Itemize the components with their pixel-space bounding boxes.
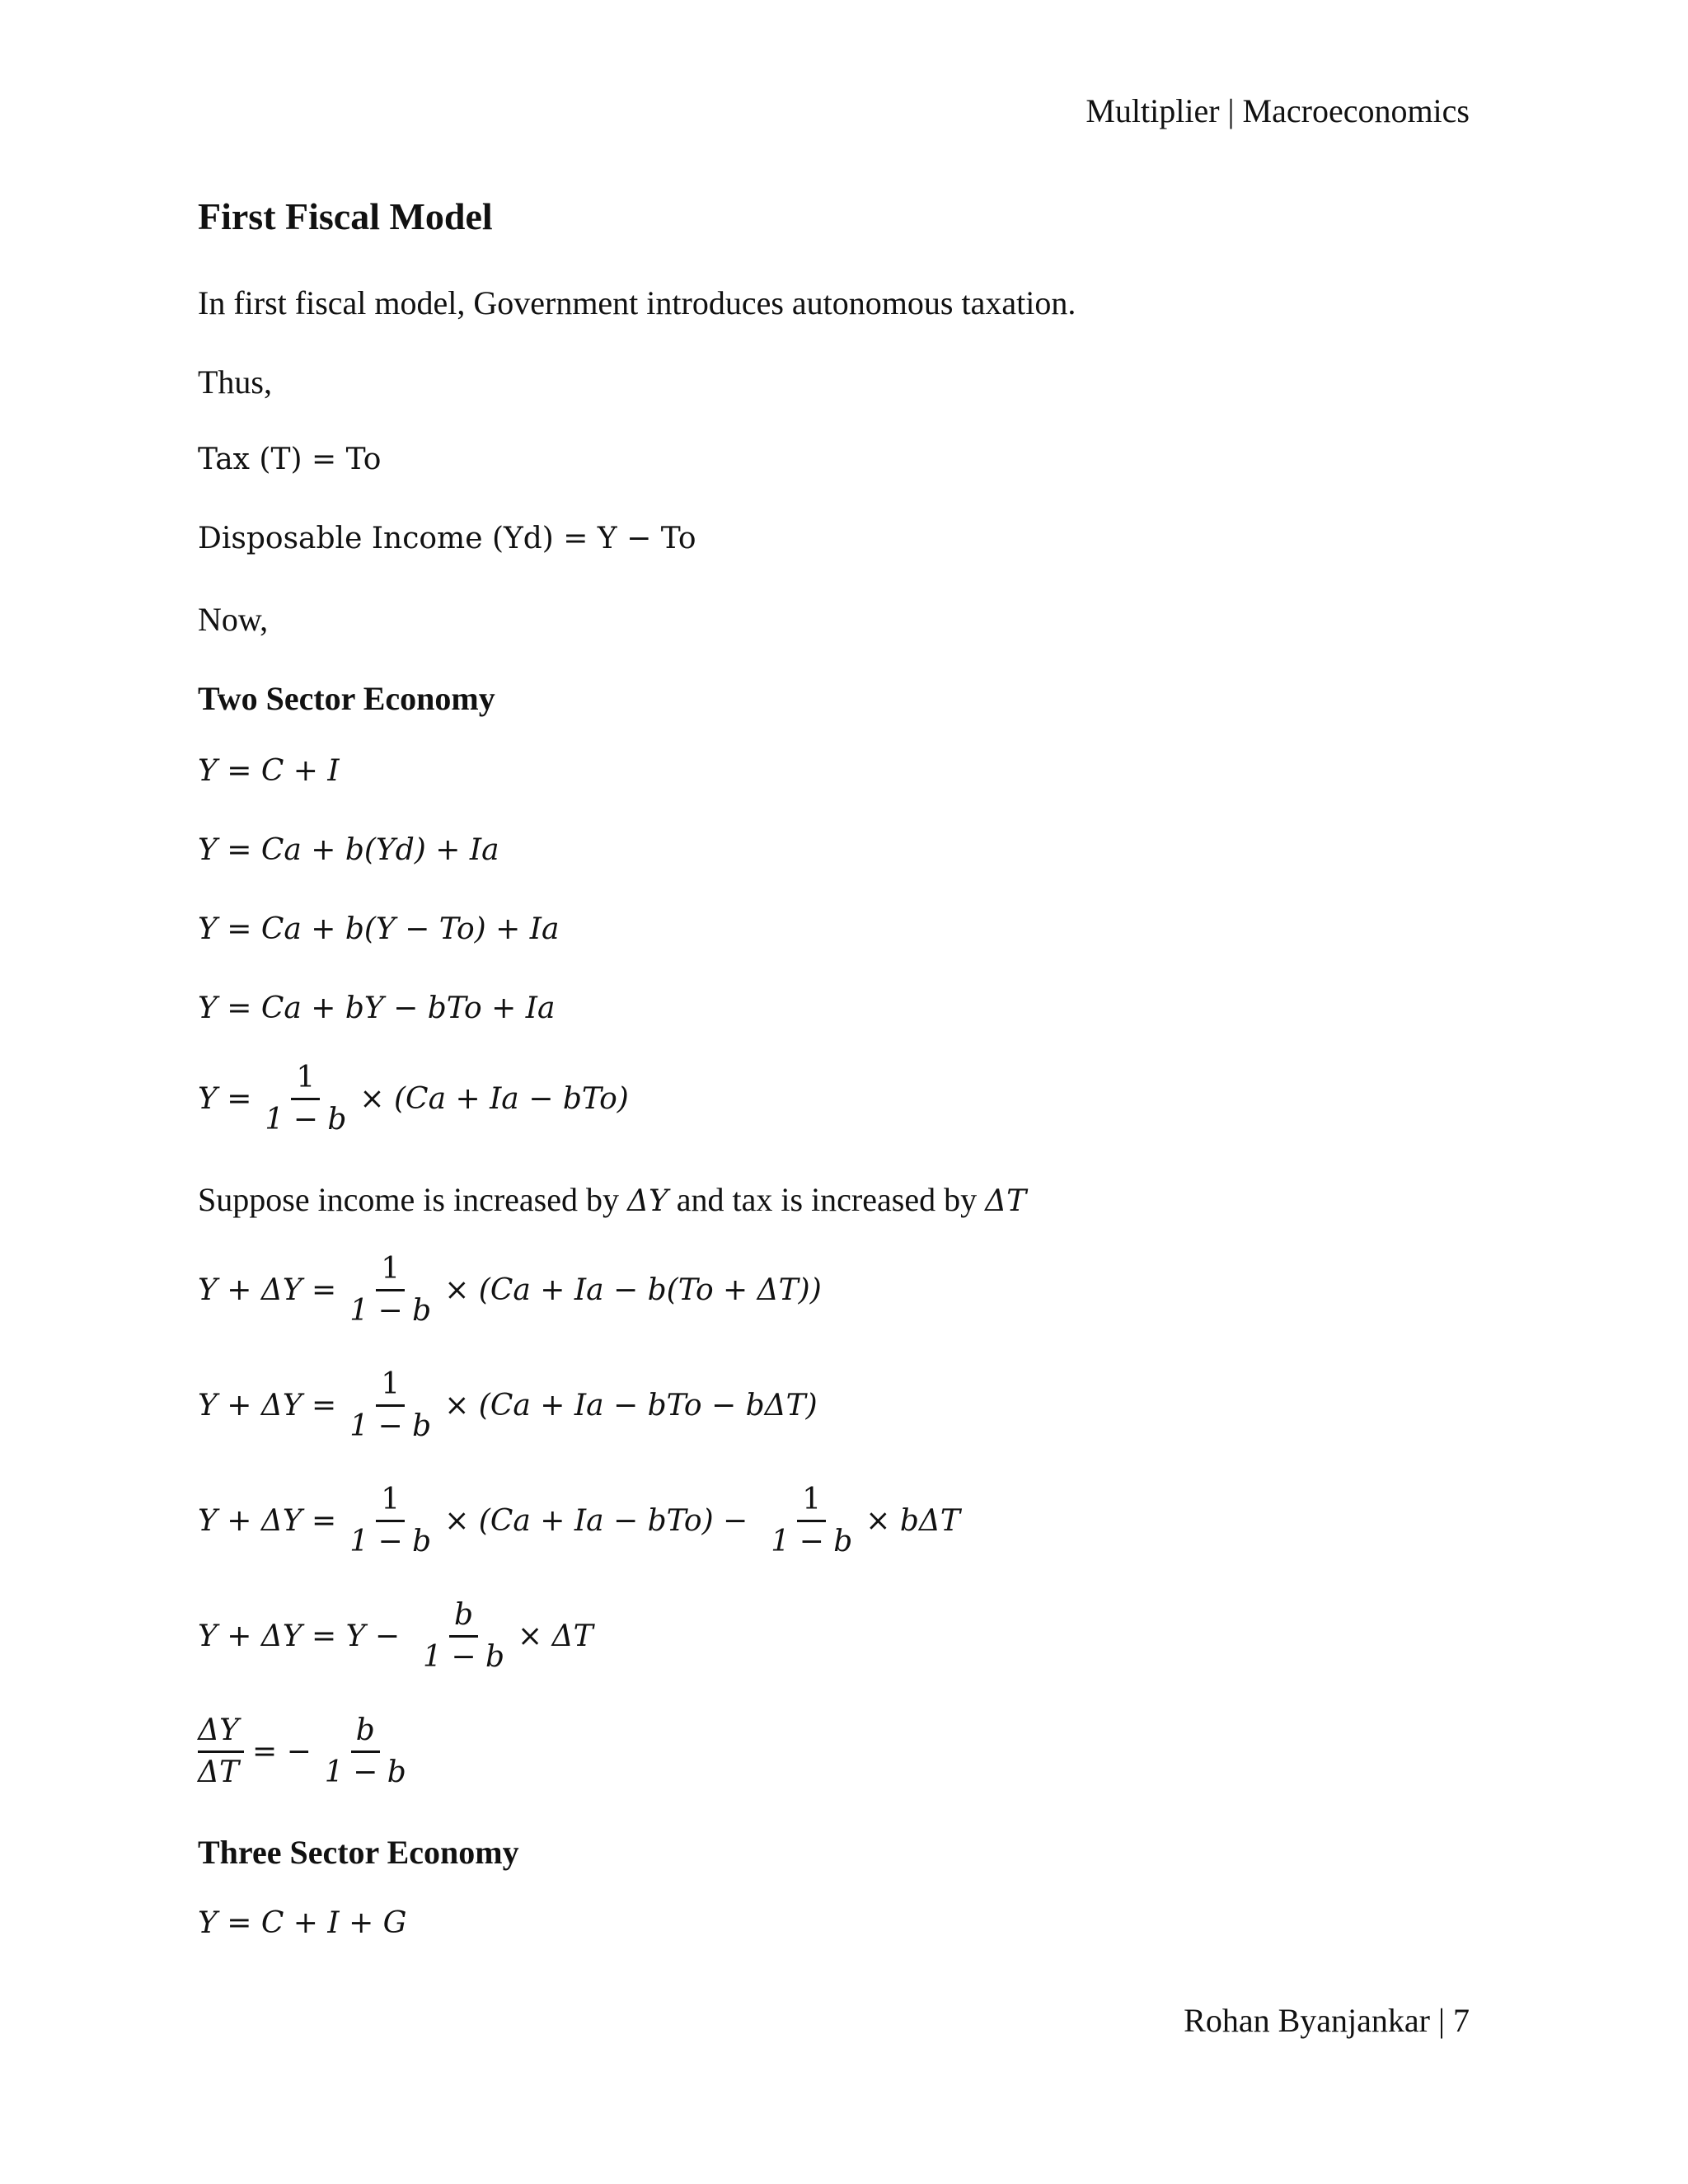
eq10-fraction-1: [198, 1713, 244, 1789]
eq8-numerator-2: 1: [797, 1485, 826, 1522]
eq9-rhs: × ΔT: [518, 1619, 593, 1653]
two-sector-eq-6: [198, 1254, 822, 1326]
eq9-numerator: b: [449, 1601, 478, 1638]
section-title: First Fiscal Model: [198, 195, 493, 237]
eq7-denominator: 1 − b: [349, 1409, 432, 1443]
thus-text: Thus,: [198, 363, 272, 401]
eq5-denominator: 1 − b: [265, 1103, 347, 1137]
delta-t-symbol: ΔT: [985, 1184, 1027, 1218]
disposable-income-equation: Disposable Income (Yd) = Y − To: [198, 522, 696, 555]
two-sector-eq-3: Y = Ca + b(Y − To) + Ia: [198, 912, 560, 946]
eq6-fraction: [345, 1254, 436, 1326]
eq6-lhs: Y + ΔY =: [198, 1272, 337, 1307]
eq8-numerator-1: 1: [376, 1485, 405, 1522]
now-text: Now,: [198, 601, 269, 638]
tax-equation: Tax (T) = To: [198, 443, 382, 476]
eq5-lhs: Y =: [198, 1081, 252, 1116]
suppose-paragraph: [198, 1183, 1026, 1216]
eq6-numerator: 1: [376, 1254, 405, 1291]
eq7-lhs: Y + ΔY =: [198, 1388, 337, 1422]
two-sector-eq-10: [198, 1713, 420, 1789]
eq7-rhs: × (Ca + Ia − bTo − bΔT): [444, 1388, 818, 1422]
eq8-denominator-2: 1 − b: [771, 1525, 853, 1558]
two-sector-eq-5: [198, 1063, 629, 1135]
eq6-denominator: 1 − b: [349, 1294, 432, 1328]
eq10-denominator-2: 1 − b: [324, 1755, 406, 1789]
page-footer: Rohan Byanjankar | 7: [1184, 2002, 1470, 2039]
eq5-fraction: [260, 1063, 351, 1135]
eq9-lhs: Y + ΔY = Y −: [198, 1619, 401, 1653]
three-sector-heading: Three Sector Economy: [198, 1834, 519, 1871]
page-header: Multiplier | Macroeconomics: [1085, 92, 1470, 129]
eq9-fraction: [418, 1598, 509, 1674]
two-sector-eq-7: [198, 1367, 818, 1443]
two-sector-eq-9: [198, 1598, 593, 1674]
eq7-numerator: 1: [376, 1370, 405, 1407]
eq5-numerator: 1: [291, 1063, 320, 1100]
eq5-rhs: × (Ca + Ia − bTo): [359, 1081, 629, 1116]
eq10-denominator-1: ΔT: [198, 1755, 240, 1789]
two-sector-eq-8: [198, 1485, 960, 1557]
eq8-denominator-1: 1 − b: [349, 1525, 432, 1558]
eq10-fraction-2: [320, 1713, 411, 1789]
intro-paragraph: In first fiscal model, Government introduces autonomous taxation.: [198, 284, 1076, 321]
eq8-rhs: × bΔT: [865, 1503, 960, 1538]
delta-y-symbol: ΔY: [627, 1184, 668, 1218]
eq6-rhs: × (Ca + Ia − b(To + ΔT)): [444, 1272, 822, 1307]
eq10-middle: = −: [252, 1734, 312, 1769]
two-sector-eq-1: Y = C + I: [198, 754, 340, 788]
eq10-numerator-2: b: [351, 1716, 380, 1753]
eq8-middle: × (Ca + Ia − bTo) −: [444, 1503, 748, 1538]
eq8-fraction-2: [766, 1485, 857, 1557]
eq8-fraction-1: [345, 1485, 436, 1557]
two-sector-eq-4: Y = Ca + bY − bTo + Ia: [198, 991, 556, 1025]
eq8-lhs: Y + ΔY =: [198, 1503, 337, 1538]
eq9-denominator: 1 − b: [423, 1640, 505, 1674]
eq7-fraction: [345, 1367, 436, 1443]
two-sector-eq-2: Y = Ca + b(Yd) + Ia: [198, 833, 499, 867]
suppose-text-1: Suppose income is increased by: [198, 1181, 627, 1218]
eq10-numerator-1: ΔY: [198, 1716, 244, 1753]
three-sector-eq-1: Y = C + I + G: [198, 1906, 407, 1940]
suppose-text-2: and tax is increased by: [668, 1181, 986, 1218]
two-sector-heading: Two Sector Economy: [198, 680, 495, 717]
